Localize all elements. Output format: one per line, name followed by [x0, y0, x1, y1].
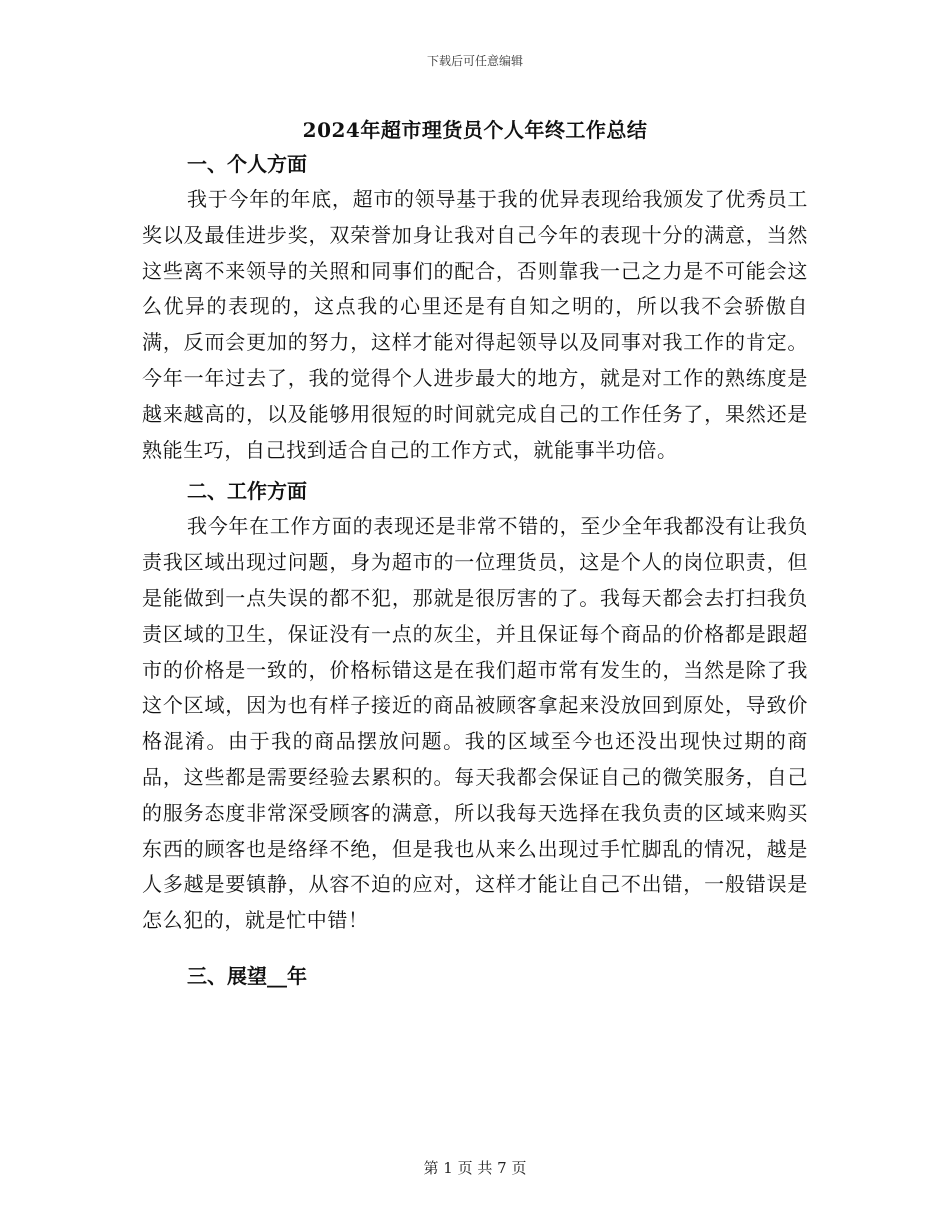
- document-title: 2024年超市理货员个人年终工作总结: [302, 118, 648, 142]
- section-work: [142, 474, 808, 939]
- section-heading: 一、个人方面: [187, 152, 307, 176]
- section-paragraph: 我今年在工作方面的表现还是非常不错的，至少全年我都没有让我负责我区域出现过问题，身为超市的一位理货员，这是个人的岗位职责，但是能做到一点失误的都不犯，那就是很厉害的了。我每天都会去打扫我负责区域的卫生，保证没有一点的灰尘，并且保证每个商品的价格都是跟超市的价格是一致的，价格标错这是在我们超市常有发生的，当然是除了我这个区域，因为也有样子接近的商品被顾客拿起来没放回到原处，导致价格混淆。由于我的商品摆放问题。我的区域至今也还没出现快过期的商品，这些都是需要经验去累积的。每天我都会保证自己的微笑服务，自己的服务态度非常深受顾客的满意，所以我每天选择在我负责的区域来购买东西的顾客也是络绎不绝，但是我也从来么出现过手忙脚乱的情况，越是人多越是要镇静，从容不迫的应对，这样才能让自己不出错，一般错误是怎么犯的，就是忙中错！: [142, 514, 808, 933]
- section-personal: [142, 147, 808, 468]
- document-body: [142, 147, 808, 994]
- section-outlook: [142, 959, 808, 994]
- header-note: 下载后可任意编辑: [426, 54, 523, 68]
- page-number: 第 1 页 共 7 页: [423, 1159, 527, 1177]
- section-heading: 三、展望__年: [187, 963, 307, 988]
- section-paragraph: 我于今年的年底，超市的领导基于我的优异表现给我颁发了优秀员工奖以及最佳进步奖，双荣誉加身让我对自己今年的表现十分的满意，当然这些离不来领导的关照和同事们的配合，否则靠我一己之力是不可能会这么优异的表现的，这点我的心里还是有自知之明的，所以我不会骄傲自满，反而会更加的努力，这样才能对得起领导以及同事对我工作的肯定。今年一年过去了，我的觉得个人进步最大的地方，就是对工作的熟练度是越来越高的，以及能够用很短的时间就完成自己的工作任务了，果然还是熟能生巧，自己找到适合自己的工作方式，就能事半功倍。: [142, 187, 808, 462]
- section-spacer: [142, 939, 808, 959]
- section-heading: 二、工作方面: [187, 479, 307, 504]
